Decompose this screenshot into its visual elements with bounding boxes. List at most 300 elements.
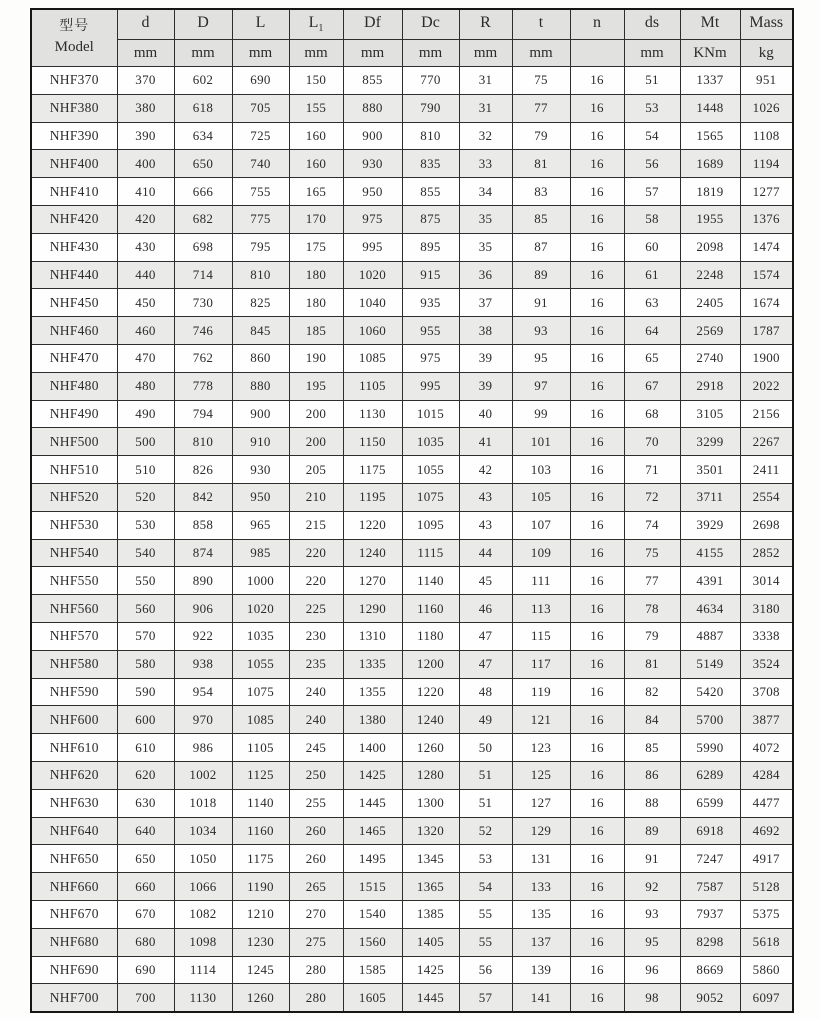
model-cell: NHF700 (31, 984, 117, 1012)
model-cell: NHF400 (31, 150, 117, 178)
value-cell: 955 (402, 317, 459, 345)
value-cell: 950 (343, 178, 402, 206)
value-cell: 5420 (680, 678, 740, 706)
value-cell: 113 (512, 595, 570, 623)
model-cell: NHF460 (31, 317, 117, 345)
col-header-n (570, 9, 624, 40)
model-cell: NHF520 (31, 483, 117, 511)
value-cell: 620 (117, 761, 174, 789)
value-cell: 160 (289, 150, 343, 178)
value-cell: 3708 (740, 678, 793, 706)
value-cell: 1270 (343, 567, 402, 595)
value-cell: 480 (117, 372, 174, 400)
value-cell: 3711 (680, 483, 740, 511)
value-cell: 705 (232, 94, 289, 122)
value-cell: 1105 (232, 734, 289, 762)
value-cell: 1108 (740, 122, 793, 150)
value-cell: 8298 (680, 928, 740, 956)
value-cell: 139 (512, 956, 570, 984)
value-cell: 3299 (680, 428, 740, 456)
value-cell: 2918 (680, 372, 740, 400)
value-cell: 1085 (232, 706, 289, 734)
model-column-header (31, 9, 117, 67)
value-cell: 81 (624, 650, 680, 678)
value-cell: 910 (232, 428, 289, 456)
value-cell: 1075 (232, 678, 289, 706)
value-cell: 280 (289, 984, 343, 1012)
value-cell: 1190 (232, 873, 289, 901)
value-cell: 1277 (740, 178, 793, 206)
value-cell: 970 (174, 706, 232, 734)
value-cell: 53 (624, 94, 680, 122)
value-cell: 150 (289, 67, 343, 95)
value-cell: 430 (117, 233, 174, 261)
value-cell: 630 (117, 789, 174, 817)
value-cell: 8669 (680, 956, 740, 984)
model-cell: NHF680 (31, 928, 117, 956)
value-cell: 860 (232, 344, 289, 372)
value-cell: 137 (512, 928, 570, 956)
value-cell: 1220 (343, 511, 402, 539)
col-symbol: Df (364, 14, 381, 32)
value-cell: 1020 (343, 261, 402, 289)
value-cell: 111 (512, 567, 570, 595)
col-symbol: R (480, 14, 491, 32)
model-cell: NHF380 (31, 94, 117, 122)
value-cell: 634 (174, 122, 232, 150)
value-cell: 1819 (680, 178, 740, 206)
value-cell: 1240 (343, 539, 402, 567)
value-cell: 1900 (740, 344, 793, 372)
value-cell: 74 (624, 511, 680, 539)
value-cell: 95 (624, 928, 680, 956)
value-cell: 4072 (740, 734, 793, 762)
value-cell: 540 (117, 539, 174, 567)
value-cell: 670 (117, 900, 174, 928)
value-cell: 16 (570, 483, 624, 511)
value-cell: 255 (289, 789, 343, 817)
value-cell: 52 (459, 817, 512, 845)
value-cell: 2098 (680, 233, 740, 261)
value-cell: 985 (232, 539, 289, 567)
value-cell: 1955 (680, 205, 740, 233)
value-cell: 795 (232, 233, 289, 261)
model-cell: NHF540 (31, 539, 117, 567)
value-cell: 109 (512, 539, 570, 567)
value-cell: 900 (343, 122, 402, 150)
value-cell: 92 (624, 873, 680, 901)
value-cell: 3877 (740, 706, 793, 734)
value-cell: 49 (459, 706, 512, 734)
table-row (31, 789, 793, 817)
value-cell: 1337 (680, 67, 740, 95)
value-cell: 930 (343, 150, 402, 178)
value-cell: 53 (459, 845, 512, 873)
value-cell: 880 (232, 372, 289, 400)
col-symbol: ds (644, 14, 660, 32)
value-cell: 16 (570, 900, 624, 928)
col-symbol: n (593, 14, 601, 32)
value-cell: 103 (512, 456, 570, 484)
value-cell: 930 (232, 456, 289, 484)
value-cell: 1290 (343, 595, 402, 623)
unit-R: mm (459, 40, 512, 67)
table-row (31, 761, 793, 789)
col-symbol: L (255, 14, 266, 32)
value-cell: 31 (459, 94, 512, 122)
table-row (31, 178, 793, 206)
table-row (31, 122, 793, 150)
col-header-Df (343, 9, 402, 40)
model-cell: NHF440 (31, 261, 117, 289)
value-cell: 874 (174, 539, 232, 567)
value-cell: 4155 (680, 539, 740, 567)
value-cell: 16 (570, 845, 624, 873)
model-cell: NHF500 (31, 428, 117, 456)
value-cell: 1015 (402, 400, 459, 428)
value-cell: 16 (570, 94, 624, 122)
model-cell: NHF650 (31, 845, 117, 873)
value-cell: 205 (289, 456, 343, 484)
value-cell: 16 (570, 372, 624, 400)
value-cell: 55 (459, 928, 512, 956)
header-symbol-row (31, 9, 793, 40)
value-cell: 68 (624, 400, 680, 428)
value-cell: 16 (570, 289, 624, 317)
value-cell: 4917 (740, 845, 793, 873)
value-cell: 3180 (740, 595, 793, 623)
table-row (31, 289, 793, 317)
table-row (31, 317, 793, 345)
unit-L1: mm (289, 40, 343, 67)
value-cell: 121 (512, 706, 570, 734)
value-cell: 185 (289, 317, 343, 345)
col-header-ds (624, 9, 680, 40)
value-cell: 84 (624, 706, 680, 734)
value-cell: 180 (289, 261, 343, 289)
value-cell: 195 (289, 372, 343, 400)
value-cell: 1150 (343, 428, 402, 456)
value-cell: 906 (174, 595, 232, 623)
value-cell: 250 (289, 761, 343, 789)
value-cell: 220 (289, 567, 343, 595)
value-cell: 660 (117, 873, 174, 901)
value-cell: 1098 (174, 928, 232, 956)
value-cell: 1002 (174, 761, 232, 789)
value-cell: 1260 (402, 734, 459, 762)
value-cell: 895 (402, 233, 459, 261)
value-cell: 1674 (740, 289, 793, 317)
value-cell: 16 (570, 122, 624, 150)
value-cell: 16 (570, 261, 624, 289)
value-cell: 858 (174, 511, 232, 539)
value-cell: 1175 (343, 456, 402, 484)
value-cell: 1425 (343, 761, 402, 789)
value-cell: 72 (624, 483, 680, 511)
value-cell: 50 (459, 734, 512, 762)
value-cell: 33 (459, 150, 512, 178)
value-cell: 125 (512, 761, 570, 789)
value-cell: 1445 (402, 984, 459, 1012)
table-row (31, 150, 793, 178)
table-row (31, 845, 793, 873)
value-cell: 96 (624, 956, 680, 984)
value-cell: 175 (289, 233, 343, 261)
table-row (31, 900, 793, 928)
value-cell: 775 (232, 205, 289, 233)
value-cell: 550 (117, 567, 174, 595)
value-cell: 1180 (402, 622, 459, 650)
value-cell: 180 (289, 289, 343, 317)
value-cell: 938 (174, 650, 232, 678)
value-cell: 5128 (740, 873, 793, 901)
value-cell: 1320 (402, 817, 459, 845)
value-cell: 83 (512, 178, 570, 206)
value-cell: 570 (117, 622, 174, 650)
value-cell: 16 (570, 317, 624, 345)
value-cell: 37 (459, 289, 512, 317)
value-cell: 240 (289, 678, 343, 706)
value-cell: 34 (459, 178, 512, 206)
value-cell: 54 (624, 122, 680, 150)
value-cell: 16 (570, 428, 624, 456)
model-cell: NHF430 (31, 233, 117, 261)
model-cell: NHF670 (31, 900, 117, 928)
value-cell: 790 (402, 94, 459, 122)
value-cell: 215 (289, 511, 343, 539)
value-cell: 826 (174, 456, 232, 484)
value-cell: 6097 (740, 984, 793, 1012)
value-cell: 2267 (740, 428, 793, 456)
table-row (31, 650, 793, 678)
model-cell: NHF450 (31, 289, 117, 317)
value-cell: 43 (459, 511, 512, 539)
value-cell: 127 (512, 789, 570, 817)
col-symbol: d (141, 14, 150, 32)
value-cell: 6599 (680, 789, 740, 817)
value-cell: 5860 (740, 956, 793, 984)
value-cell: 530 (117, 511, 174, 539)
value-cell: 135 (512, 900, 570, 928)
value-cell: 16 (570, 622, 624, 650)
value-cell: 650 (117, 845, 174, 873)
value-cell: 2411 (740, 456, 793, 484)
unit-n (570, 40, 624, 67)
value-cell: 56 (624, 150, 680, 178)
value-cell: 922 (174, 622, 232, 650)
value-cell: 995 (402, 372, 459, 400)
value-cell: 1020 (232, 595, 289, 623)
table-row (31, 956, 793, 984)
value-cell: 560 (117, 595, 174, 623)
table-row (31, 873, 793, 901)
value-cell: 86 (624, 761, 680, 789)
table-row (31, 622, 793, 650)
value-cell: 16 (570, 400, 624, 428)
table-row (31, 344, 793, 372)
value-cell: 1140 (402, 567, 459, 595)
value-cell: 58 (624, 205, 680, 233)
value-cell: 2698 (740, 511, 793, 539)
table-header (31, 9, 793, 67)
value-cell: 39 (459, 372, 512, 400)
spec-table-body (31, 67, 793, 1013)
value-cell: 7587 (680, 873, 740, 901)
value-cell: 1115 (402, 539, 459, 567)
value-cell: 16 (570, 678, 624, 706)
value-cell: 666 (174, 178, 232, 206)
model-label-en: Model (54, 39, 94, 56)
value-cell: 230 (289, 622, 343, 650)
value-cell: 875 (402, 205, 459, 233)
value-cell: 1445 (343, 789, 402, 817)
value-cell: 1465 (343, 817, 402, 845)
value-cell: 160 (289, 122, 343, 150)
value-cell: 1495 (343, 845, 402, 873)
value-cell: 16 (570, 567, 624, 595)
model-cell: NHF490 (31, 400, 117, 428)
value-cell: 40 (459, 400, 512, 428)
value-cell: 520 (117, 483, 174, 511)
unit-D: mm (174, 40, 232, 67)
table-row (31, 539, 793, 567)
value-cell: 698 (174, 233, 232, 261)
unit-Df: mm (343, 40, 402, 67)
value-cell: 842 (174, 483, 232, 511)
model-cell: NHF570 (31, 622, 117, 650)
value-cell: 1310 (343, 622, 402, 650)
value-cell: 370 (117, 67, 174, 95)
value-cell: 1200 (402, 650, 459, 678)
value-cell: 280 (289, 956, 343, 984)
value-cell: 16 (570, 984, 624, 1012)
value-cell: 190 (289, 344, 343, 372)
value-cell: 98 (624, 984, 680, 1012)
col-symbol: D (197, 14, 209, 32)
value-cell: 16 (570, 233, 624, 261)
value-cell: 420 (117, 205, 174, 233)
value-cell: 77 (512, 94, 570, 122)
model-label-cn: 型号 (59, 19, 90, 35)
value-cell: 99 (512, 400, 570, 428)
model-cell: NHF390 (31, 122, 117, 150)
table-row (31, 567, 793, 595)
value-cell: 170 (289, 205, 343, 233)
model-cell: NHF600 (31, 706, 117, 734)
col-symbol: L (308, 14, 319, 32)
value-cell: 2022 (740, 372, 793, 400)
value-cell: 610 (117, 734, 174, 762)
value-cell: 1075 (402, 483, 459, 511)
model-cell: NHF470 (31, 344, 117, 372)
value-cell: 410 (117, 178, 174, 206)
table-row (31, 456, 793, 484)
unit-Dc: mm (402, 40, 459, 67)
col-header-Mass (740, 9, 793, 40)
value-cell: 778 (174, 372, 232, 400)
table-row (31, 678, 793, 706)
value-cell: 16 (570, 706, 624, 734)
col-header-L (232, 9, 289, 40)
value-cell: 810 (232, 261, 289, 289)
value-cell: 845 (232, 317, 289, 345)
value-cell: 16 (570, 595, 624, 623)
value-cell: 440 (117, 261, 174, 289)
value-cell: 770 (402, 67, 459, 95)
value-cell: 43 (459, 483, 512, 511)
value-cell: 101 (512, 428, 570, 456)
value-cell: 54 (459, 873, 512, 901)
value-cell: 975 (343, 205, 402, 233)
value-cell: 16 (570, 873, 624, 901)
value-cell: 35 (459, 205, 512, 233)
value-cell: 951 (740, 67, 793, 95)
value-cell: 880 (343, 94, 402, 122)
value-cell: 1560 (343, 928, 402, 956)
value-cell: 714 (174, 261, 232, 289)
value-cell: 995 (343, 233, 402, 261)
value-cell: 16 (570, 789, 624, 817)
value-cell: 1140 (232, 789, 289, 817)
value-cell: 107 (512, 511, 570, 539)
value-cell: 1565 (680, 122, 740, 150)
value-cell: 1055 (402, 456, 459, 484)
col-symbol: Mt (700, 14, 720, 32)
value-cell: 64 (624, 317, 680, 345)
value-cell: 2554 (740, 483, 793, 511)
model-cell: NHF660 (31, 873, 117, 901)
value-cell: 4634 (680, 595, 740, 623)
value-cell: 16 (570, 456, 624, 484)
col-header-Mt (680, 9, 740, 40)
value-cell: 1365 (402, 873, 459, 901)
value-cell: 1160 (232, 817, 289, 845)
table-row (31, 706, 793, 734)
value-cell: 119 (512, 678, 570, 706)
value-cell: 1385 (402, 900, 459, 928)
value-cell: 225 (289, 595, 343, 623)
value-cell: 220 (289, 539, 343, 567)
value-cell: 1060 (343, 317, 402, 345)
value-cell: 3501 (680, 456, 740, 484)
value-cell: 700 (117, 984, 174, 1012)
value-cell: 3929 (680, 511, 740, 539)
model-cell: NHF560 (31, 595, 117, 623)
value-cell: 4284 (740, 761, 793, 789)
value-cell: 2740 (680, 344, 740, 372)
model-cell: NHF590 (31, 678, 117, 706)
value-cell: 6918 (680, 817, 740, 845)
value-cell: 1605 (343, 984, 402, 1012)
value-cell: 682 (174, 205, 232, 233)
value-cell: 690 (117, 956, 174, 984)
value-cell: 67 (624, 372, 680, 400)
value-cell: 2248 (680, 261, 740, 289)
value-cell: 986 (174, 734, 232, 762)
value-cell: 60 (624, 233, 680, 261)
value-cell: 590 (117, 678, 174, 706)
value-cell: 755 (232, 178, 289, 206)
value-cell: 730 (174, 289, 232, 317)
value-cell: 45 (459, 567, 512, 595)
unit-Mass: kg (740, 40, 793, 67)
value-cell: 91 (624, 845, 680, 873)
model-cell: NHF510 (31, 456, 117, 484)
model-cell: NHF550 (31, 567, 117, 595)
value-cell: 55 (459, 900, 512, 928)
value-cell: 640 (117, 817, 174, 845)
value-cell: 618 (174, 94, 232, 122)
